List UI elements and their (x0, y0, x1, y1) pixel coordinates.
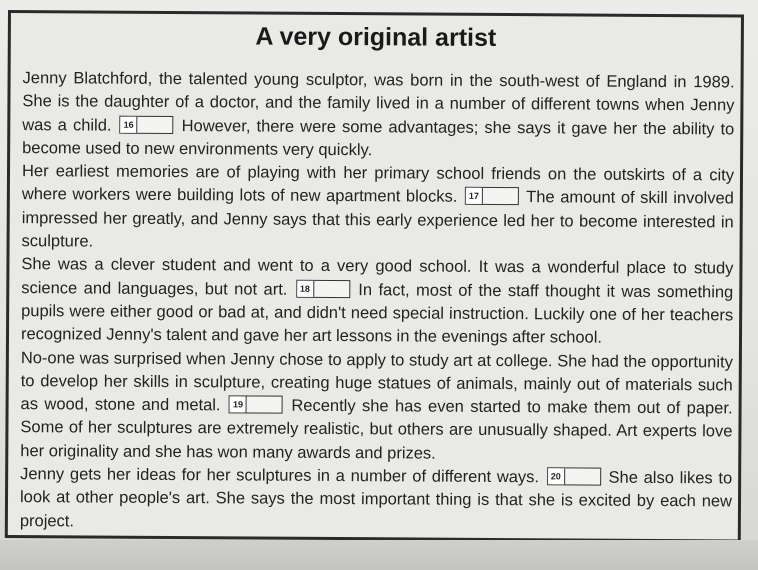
paragraph-text: Jenny gets her ideas for her sculptures in a number of different ways. (20, 465, 540, 487)
paragraph-text: Recently she has even started to make them out of paper. Some of her sculptures are extremely realistic, but others are unusually shaped. Art experts love her originality and she has won many awards and prizes. (20, 396, 733, 463)
paragraph-text: Jenny Blatchford, the talented young sculptor, was born in the south-west of England in 1989. She is the daughter of a doctor, and the family lived in a number of different towns when Jenny was a child. (22, 69, 735, 135)
gap-box-16[interactable] (120, 115, 174, 133)
paragraph-2 (22, 160, 735, 258)
gap-box-19[interactable] (229, 396, 283, 414)
gap-box-20[interactable] (547, 467, 601, 485)
paragraph-text: She was a clever student and went to a very good school. It was a wonderful place to study science and languages, but not art. (21, 255, 734, 299)
paragraph-text: In fact, most of the staff thought it was something pupils were either good or bad at, and didn't need special instruction. Luckily one of her teachers recognized Jenny's talent and gave her art lessons in the evenings after school. (20, 280, 734, 347)
article-body (20, 67, 735, 537)
paragraph-text: No-one was surprised when Jenny chose to apply to study art at college. She had the opportunity to develop her skills in sculpture, creating huge statues of animals, mainly out of materials such as wood, stone and metal. (20, 348, 733, 415)
paragraph-3 (21, 253, 734, 351)
paragraph-text: However, there were some advantages; she says it gave her the ability to become used to new environments very quickly. (22, 116, 735, 160)
paragraph-4 (20, 347, 733, 468)
gap-number: 17 (466, 188, 483, 204)
page-shadow (0, 540, 758, 570)
paragraph-1 (22, 67, 735, 165)
gap-number: 19 (230, 397, 247, 413)
gap-box-18[interactable] (296, 279, 350, 297)
paragraph-text: The amount of skill involved impressed her greatly, and Jenny says that this early experience led her to become interested in sculpture. (21, 188, 734, 251)
gap-box-17[interactable] (465, 187, 519, 205)
gap-number: 18 (297, 280, 314, 296)
gap-number: 16 (121, 116, 138, 132)
paragraph-5 (20, 463, 732, 537)
gap-number: 20 (548, 468, 565, 484)
document-title: A very original artist (255, 22, 497, 52)
paragraph-text: Her earliest memories are of playing with her primary school friends on the outskirts of a city where workers were building lots of new apartment blocks. (21, 162, 735, 207)
text-frame (5, 10, 744, 542)
paragraph-text: She also likes to look at other people's art. She says the most important thing is that she is excited by each new project. (19, 468, 733, 531)
